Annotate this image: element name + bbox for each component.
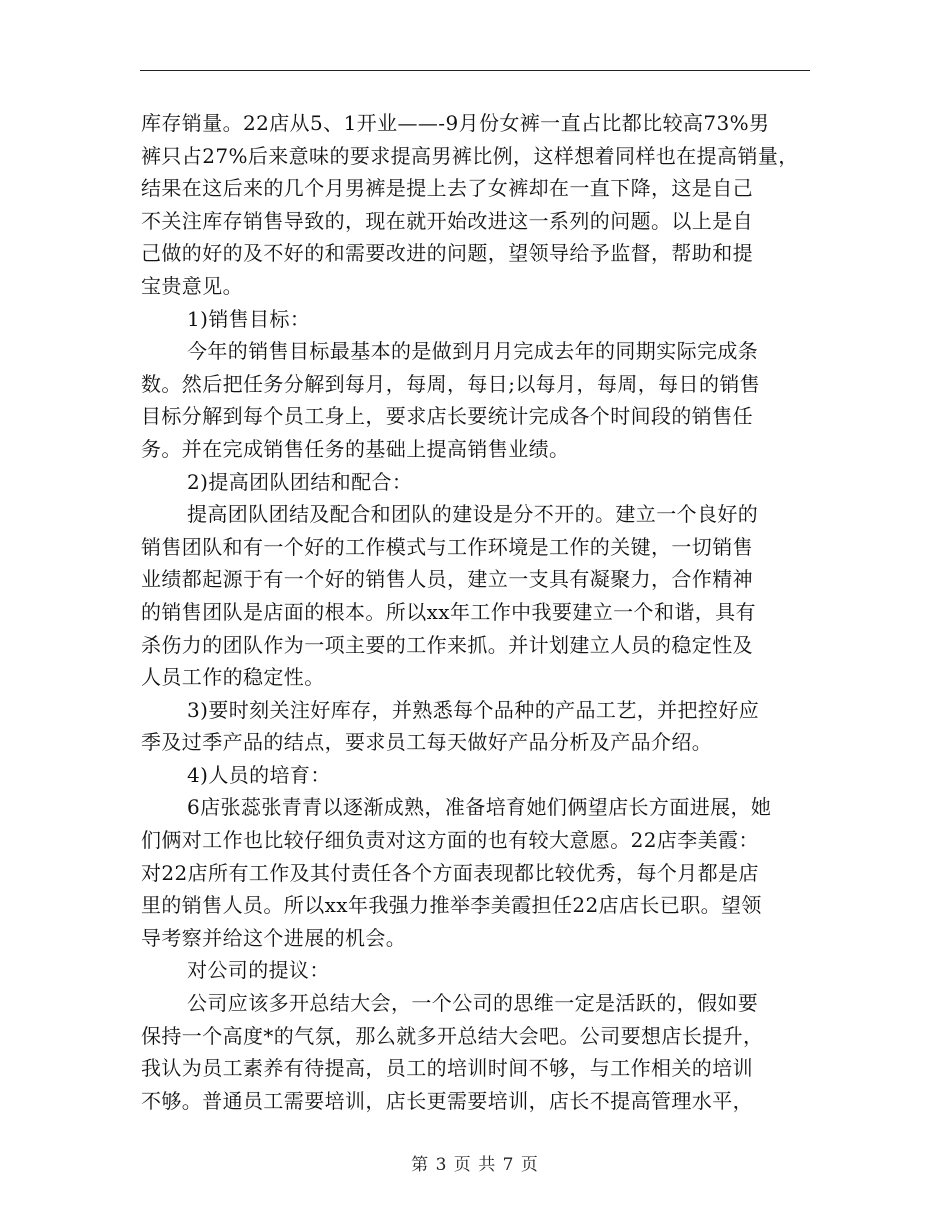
section-heading-inventory: 3)要时刻关注好库存，并熟悉每个品种的产品工艺，并把控好应: [187, 697, 760, 722]
text-line: 里的销售人员。所以xx年我强力推举李美霞担任22店店长已职。望领: [141, 893, 762, 918]
text-line: 的销售团队是店面的根本。所以xx年工作中我要建立一个和谐，具有: [141, 599, 756, 624]
text-line: 杀伤力的团队作为一项主要的工作来抓。并计划建立人员的稳定性及: [141, 632, 753, 657]
text-line: 今年的销售目标最基本的是做到月月完成去年的同期实际完成条: [187, 339, 759, 364]
text-line: 库存销量。22店从5、1开业——-9月份女裤一直占比都比较高73%男: [141, 111, 770, 135]
text-line: 6店张蕊张青青以逐渐成熟，准备培育她们俩望店长方面进展，她: [187, 795, 772, 820]
text-line: 我认为员工素养有待提高，员工的培训时间不够，与工作相关的培训: [141, 1056, 753, 1081]
text-line: 宝贵意见。: [141, 273, 243, 298]
section-heading-teamwork: 2)提高团队团结和配合：: [187, 469, 413, 494]
section-heading-company-suggestions: 对公司的提议：: [187, 958, 330, 983]
text-line: 人员工作的稳定性。: [141, 665, 325, 690]
text-line: 数。然后把任务分解到每月，每周，每日;以每月，每周，每日的销售: [141, 371, 761, 396]
text-line: 己做的好的及不好的和需要改进的问题，望领导给予监督，帮助和提: [141, 241, 753, 266]
text-line: 们俩对工作也比较仔细负责对这方面的也有较大意愿。22店李美霞：: [141, 828, 759, 853]
text-line: 公司应该多开总结大会，一个公司的思维一定是活跃的，假如要: [187, 991, 759, 1016]
body-text: [141, 107, 811, 1117]
text-line: 业绩都起源于有一个好的销售人员，建立一支具有凝聚力，合作精神: [141, 567, 753, 592]
header-rule: [140, 70, 810, 71]
text-line: 裤只占27%后来意味的要求提高男裤比例，这样想着同样也在提高销量，: [141, 143, 799, 168]
text-line: 对22店所有工作及其付责任各个方面表现都比较优秀，每个月都是店: [141, 860, 759, 885]
text-line: 季及过季产品的结点，要求员工每天做好产品分析及产品介绍。: [141, 730, 713, 755]
section-heading-sales-target: 1)销售目标：: [187, 306, 311, 331]
text-line: 提高团队团结及配合和团队的建设是分不开的。建立一个良好的: [187, 502, 759, 527]
section-heading-staff-training: 4)人员的培育：: [187, 762, 331, 787]
text-line: 目标分解到每个员工身上，要求店长要统计完成各个时间段的销售任: [141, 404, 753, 429]
text-line: 不够。普通员工需要培训，店长更需要培训，店长不提高管理水平，: [141, 1088, 753, 1113]
page-number-footer: 第 3 页 共 7 页: [411, 1155, 539, 1175]
text-line: 销售团队和有一个好的工作模式与工作环境是工作的关键，一切销售: [141, 534, 753, 559]
text-line: 不关注库存销售导致的，现在就开始改进这一系列的问题。以上是自: [141, 208, 753, 233]
text-line: 导考察并给这个进展的机会。: [141, 925, 407, 950]
text-line: 保持一个高度*的气氛，那么就多开总结大会吧。公司要想店长提升，: [141, 1023, 764, 1048]
text-line: 务。并在完成销售任务的基础上提高销售业绩。: [141, 436, 570, 461]
text-line: 结果在这后来的几个月男裤是提上去了女裤却在一直下降，这是自己: [141, 176, 753, 201]
